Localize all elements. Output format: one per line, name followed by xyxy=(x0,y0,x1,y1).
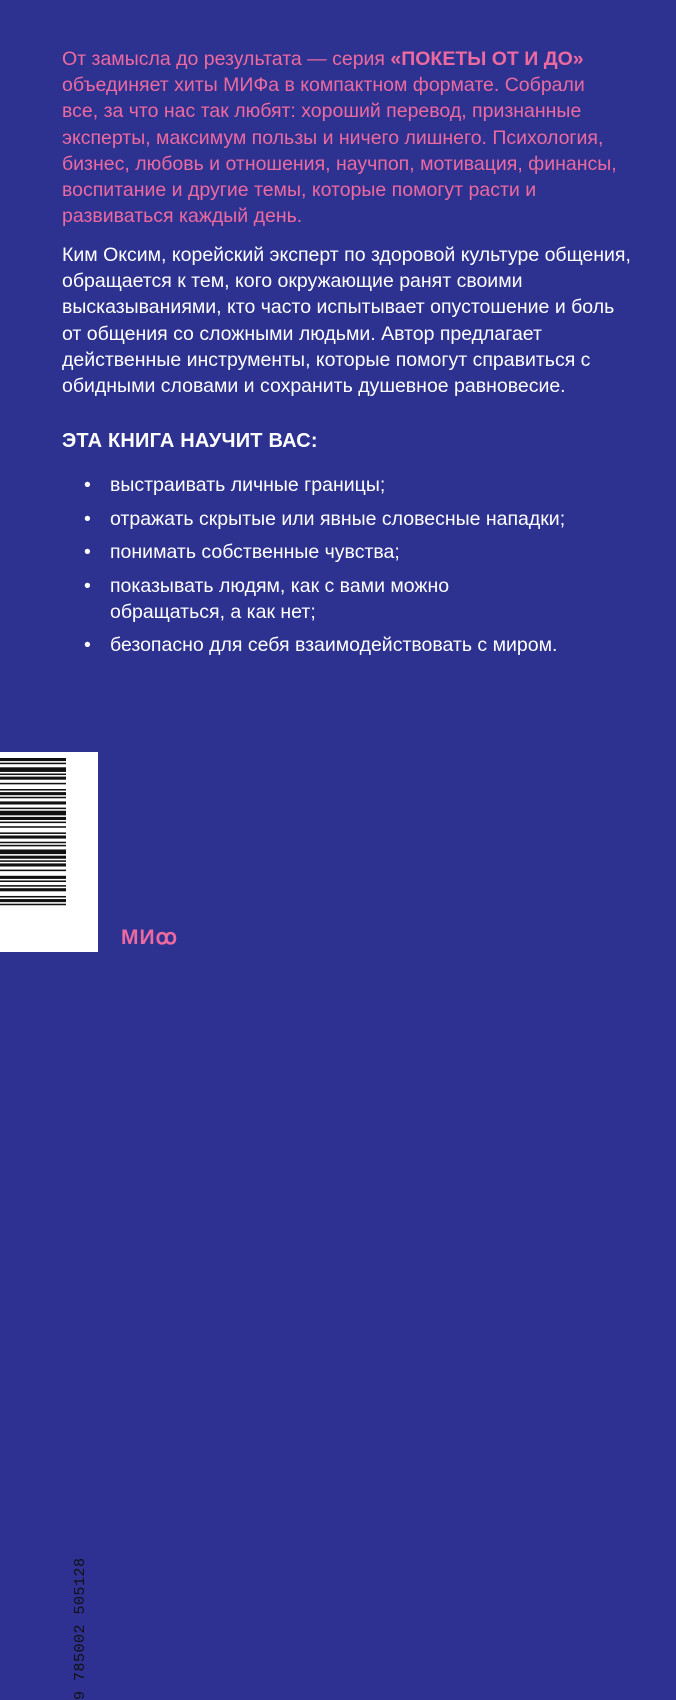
list-item: • отражать скрытые или явные словесные нападки; xyxy=(84,507,566,530)
bullet-icon: • xyxy=(84,634,91,656)
bullet-icon: • xyxy=(84,574,91,597)
bullet-icon: • xyxy=(84,474,91,496)
series-intro-paragraph xyxy=(62,46,622,229)
bullet-icon: • xyxy=(84,541,91,563)
intro-before: От замысла до результата — серия xyxy=(62,48,391,70)
isbn-number: 9 785002 505128 xyxy=(72,1557,89,1700)
isbn-barcode xyxy=(0,752,98,1700)
series-name: «ПОКЕТЫ ОТ И ДО» xyxy=(390,48,584,70)
list-item: • показывать людям, как с вами можно обращаться, а как нет; xyxy=(84,574,450,623)
list-item: • понимать собственные чувства; xyxy=(84,541,400,563)
intro-after: объединяет хиты МИФа в компактном формате. Собрали все, за что нас так любят: хороший перевод, признанные эксперты, максимум пользы и ничего лишнего. Психология, бизнес, любовь и отношения, научпоп, мотивация, финансы, воспитание и другие темы, которые помогут расти и развиваться каждый день. xyxy=(62,74,617,228)
barcode-bars xyxy=(0,752,98,952)
book-description: Ким Оксим, корейский эксперт по здоровой культуре общения, обращается к тем, кого окружающие ранят своими высказываниями, кто часто испытывает опустошение и боль от общения со сложными людьми. Автор предлагает действенные инструменты, которые помогут справиться с обидными словами и сохранить душевное равновесие. xyxy=(62,244,631,398)
bullet-icon: • xyxy=(84,507,91,530)
list-item: • безопасно для себя взаимодействовать с миром. xyxy=(84,634,558,656)
benefits-list xyxy=(82,472,642,666)
benefits-heading: ЭТА КНИГА НАУЧИТ ВАС: xyxy=(62,430,318,452)
list-item: • выстраивать личные границы; xyxy=(84,474,386,496)
publisher-logo: МИꝏ xyxy=(121,926,178,949)
